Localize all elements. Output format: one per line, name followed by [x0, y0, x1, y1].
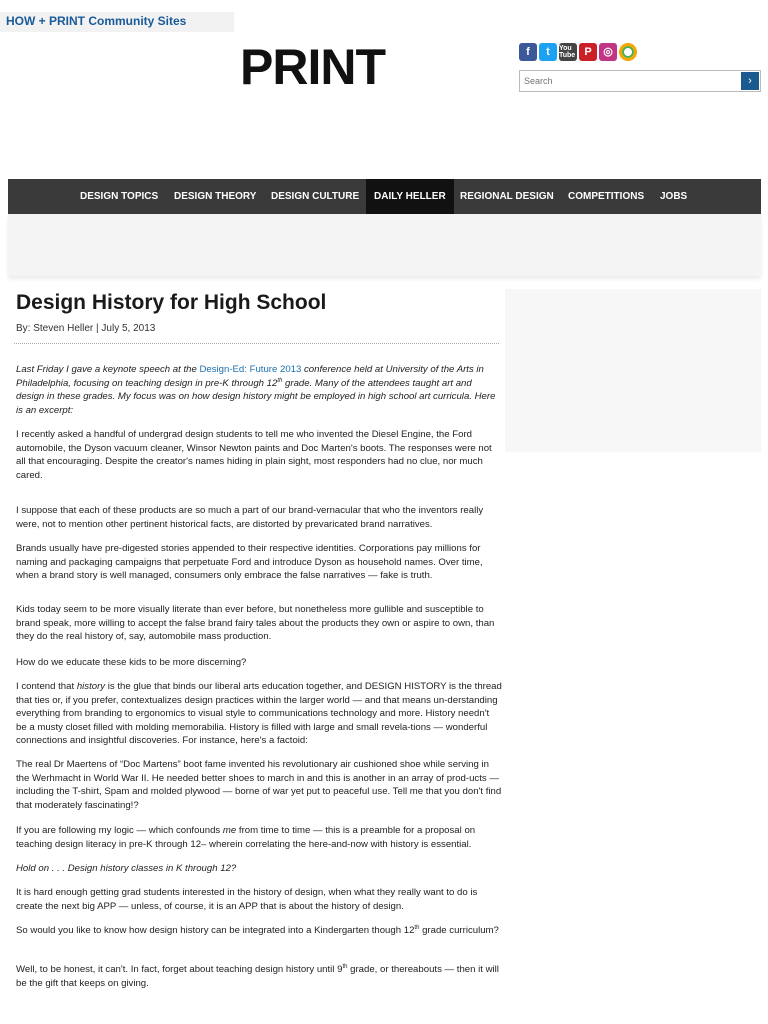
p6-text-a: I contend that	[16, 681, 75, 692]
main-nav	[8, 179, 761, 214]
article-byline: By: Steven Heller | July 5, 2013	[16, 323, 156, 334]
nav-design-theory[interactable]: DESIGN THEORY	[174, 191, 257, 202]
paragraph-11	[16, 924, 502, 938]
intro-text-b: conference held at University of the Arts in Philadelphia, focusing on teaching design in pre-K through 12	[16, 364, 484, 389]
community-sites-link[interactable]: HOW + PRINT Community Sites	[6, 14, 187, 28]
p11-text-a: So would you like to know how design history can be integrated into a Kindergarten though 12	[16, 925, 415, 936]
youtube-icon[interactable]: You Tube	[559, 45, 576, 59]
community-bar	[0, 12, 234, 32]
intro-text-c: grade. Many of the attendees taught art and design in these grades. My focus was on how design history might be employed in high school art curricula. Here is an excerpt:	[16, 377, 496, 416]
paragraph-10: It is hard enough getting grad students interested in the history of design, when what they really want to do is create the next big APP — unless, of course, it is an APP that is about the history of design.	[16, 887, 478, 912]
nav-regional-design[interactable]: REGIONAL DESIGN	[460, 191, 554, 202]
search-box	[519, 70, 761, 92]
nav-design-topics[interactable]: DESIGN TOPICS	[80, 191, 159, 202]
p11-sup: th	[414, 924, 420, 931]
instagram-icon[interactable]: ◎	[599, 43, 617, 61]
twitter-icon[interactable]: t	[539, 43, 557, 61]
paragraph-12	[16, 963, 502, 990]
nav-daily-heller[interactable]: DAILY HELLER	[366, 179, 454, 214]
paragraph-9: Hold on . . . Design history classes in K through 12?	[16, 863, 237, 874]
article-title: Design History for High School	[16, 291, 327, 314]
paragraph-6	[16, 680, 502, 748]
print-logo[interactable]: PRINT	[240, 39, 385, 95]
search-input[interactable]	[524, 73, 734, 89]
nav-competitions[interactable]: COMPETITIONS	[568, 191, 645, 202]
rss-circle-icon[interactable]	[619, 43, 637, 61]
design-ed-link[interactable]: Design-Ed: Future 2013	[199, 364, 302, 375]
paragraph-7: The real Dr Maertens of “Doc Martens” boot fame invented his revolutionary air cushioned shoe while serving in the Werhmacht in World War II. He needed better shoes to march in and this is another in an array of prod-ucts — including the T-shirt, Spam and molded plywood — borne of war yet put to peaceful use. Tell me that you don't find that moderately fascinating!?	[16, 759, 502, 811]
intro-sup: th	[277, 377, 283, 384]
facebook-icon[interactable]: f	[519, 43, 537, 61]
paragraph-2: I suppose that each of these products are so much a part of our brand-vernacular that who the inventors really were, not to mention other pertinent historical facts, are distorted by prevaricated brand narratives.	[16, 505, 484, 530]
sidebar-panel	[505, 289, 761, 452]
divider	[14, 343, 499, 344]
p12-text-a: Well, to be honest, it can't. In fact, forget about teaching design history until 9	[16, 964, 343, 975]
paragraph-1: I recently asked a handful of undergrad design students to tell me who invented the Diesel Engine, the Ford automobile, the Dyson vacuum cleaner, Winsor Newton paints and Doc Marten's boots. The responses were not all that encouraging. Despite the creator's names hiding in plain sight, most responders had no clue, nor much cared.	[16, 429, 492, 481]
p8-emphasis: me	[222, 825, 237, 836]
social-links	[519, 43, 637, 61]
paragraph-8	[16, 824, 502, 851]
p6-emphasis: history	[76, 681, 106, 692]
search-submit-button[interactable]: ›	[741, 72, 759, 90]
p12-text-b: grade, or thereabouts — then it will be the gift that keeps on giving.	[16, 964, 499, 989]
article-intro	[16, 363, 502, 417]
p12-sup: th	[342, 963, 348, 970]
paragraph-5: How do we educate these kids to be more discerning?	[16, 657, 247, 668]
paragraph-3: Brands usually have pre-digested stories appended to their respective identities. Corporations pay millions for naming and packaging campaigns that perpetuate Ford and introduce Dyson as household names. Over time, when a brand story is well managed, consumers only embrace the false narratives — fake is truth.	[16, 543, 483, 582]
paragraph-4: Kids today seem to be more visually literate than ever before, but nonetheless more gullible and susceptible to brand speak, more willing to accept the false brand fairy tales about the products they own or aspire to own, than they do the real history of, say, automobile mass production.	[16, 604, 495, 643]
p6-text-b: is the glue that binds our liberal arts education together, and DESIGN HISTORY is the thread that ties or, if you prefer, contextualizes design practices within the larger world — and that means un-derstanding everything from branding to ergonomics to visual style to communications technology and more. History needn't be a musty closet filled with molding memorabilia. History is filled with large and small revela-tions — wonderful connections and insightful discoveries. For instance, here's a factoid:	[16, 681, 502, 747]
intro-text-a: Last Friday I gave a keynote speech at the	[16, 364, 197, 375]
p8-text-a: If you are following my logic — which confounds	[16, 825, 221, 836]
p11-text-b: grade curriculum?	[422, 925, 499, 936]
ad-band	[8, 214, 761, 276]
p8-text-b: from time to time — this is a preamble for a proposal on teaching design literacy in pre-K through 12– wherein correlating the here-and-now with history is essential.	[16, 825, 476, 850]
nav-jobs[interactable]: JOBS	[660, 191, 688, 202]
nav-design-culture[interactable]: DESIGN CULTURE	[271, 191, 360, 202]
pinterest-icon[interactable]: P	[579, 43, 597, 61]
